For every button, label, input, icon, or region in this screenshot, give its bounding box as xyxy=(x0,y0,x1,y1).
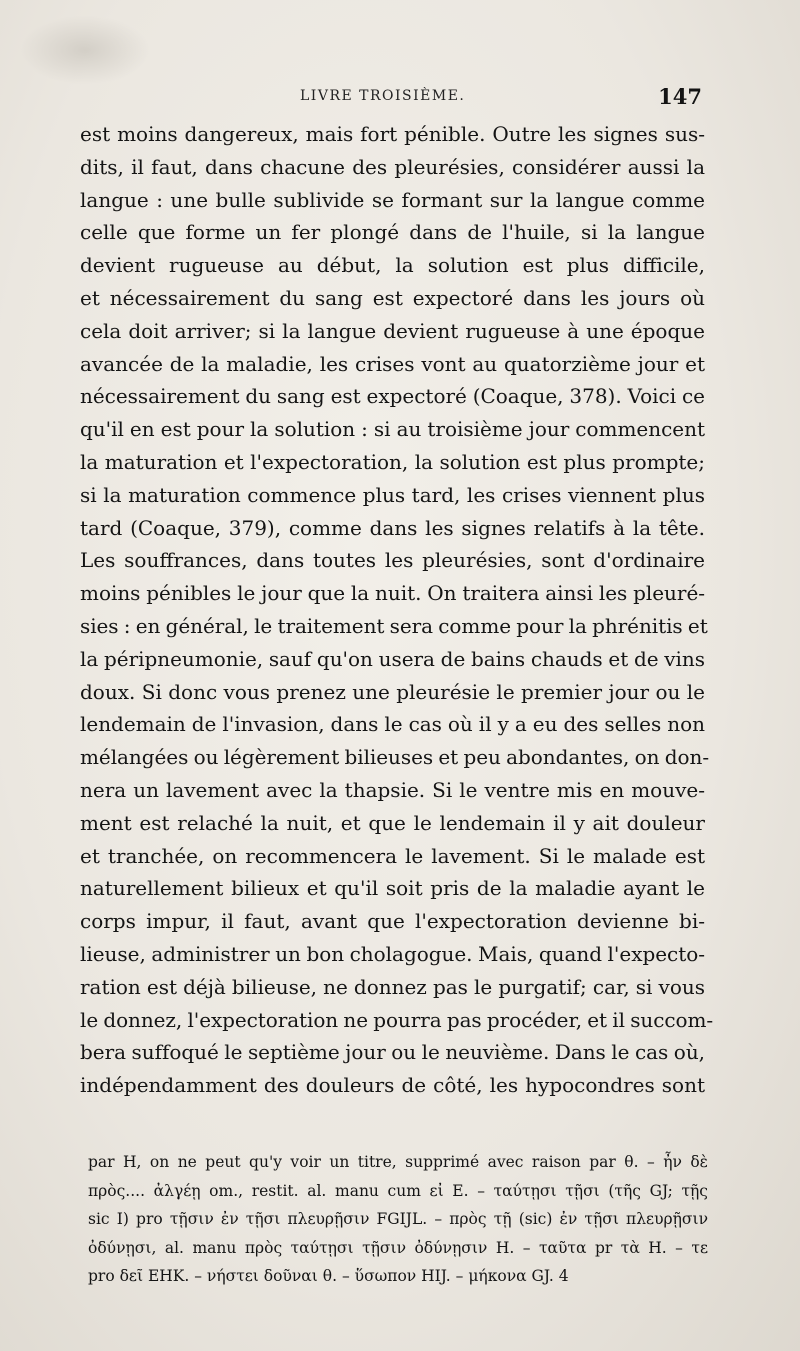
footnote-line: ὀδύνῃσι, al. manu πρὸς ταύτῃσι τῇσιν ὀδύνῃσιν H. – ταῦτα pr τὰ H. – τε xyxy=(88,1238,708,1257)
text-line: mélangées ou légèrement bilieuses et peu abondantes, on don- xyxy=(80,745,710,770)
page-number: 147 xyxy=(658,84,702,109)
main-text xyxy=(80,118,714,1102)
text-line: devient rugueuse au début, la solution est plus difficile, xyxy=(80,253,705,278)
footnote-line: par H, on ne peut qu'y voir un titre, supprimé avec raison par θ. – ἦν δὲ xyxy=(88,1153,708,1171)
running-title: LIVRE TROISIÈME. xyxy=(300,88,466,104)
text-line: est moins dangereux, mais fort pénible. Outre les signes sus- xyxy=(80,122,705,146)
text-line: celle que forme un fer plongé dans de l'huile, si la langue xyxy=(80,220,705,245)
text-line: ration est déjà bilieuse, ne donnez pas le purgatif; car, si vous xyxy=(80,974,705,999)
text-line: lendemain de l'invasion, dans le cas où il y a eu des selles non xyxy=(80,712,705,737)
footnote-apparatus xyxy=(88,1148,708,1291)
text-line: avancée de la maladie, les crises vont au quatorzième jour et xyxy=(80,351,705,376)
text-line: langue : une bulle sublivide se formant sur la langue comme xyxy=(80,187,705,212)
text-line: nera un lavement avec la thapsie. Si le ventre mis en mouve- xyxy=(80,777,705,802)
text-line: sies : en général, le traitement sera comme pour la phrénitis et xyxy=(80,613,708,638)
text-line: si la maturation commence plus tard, les crises viennent plus xyxy=(80,482,705,507)
text-line: nécessairement du sang est expectoré (Coaque, 378). Voici ce xyxy=(80,384,705,409)
text-line: qu'il en est pour la solution : si au troisième jour commencent xyxy=(80,417,705,442)
text-line: moins pénibles le jour que la nuit. On traitera ainsi les pleuré- xyxy=(80,581,705,606)
footnote-line: πρὸς.... ἀλγέῃ om., restit. al. manu cum εἰ E. – ταύτῃσι τῇσι (τῆς GJ; τῇς xyxy=(88,1181,708,1200)
text-line: le donnez, l'expectoration ne pourra pas procéder, et il succom- xyxy=(80,1007,714,1032)
text-line: cela doit arriver; si la langue devient rugueuse à une époque xyxy=(80,318,705,343)
text-line: et nécessairement du sang est expectoré dans les jours où xyxy=(80,285,705,310)
text-line: Les souffrances, dans toutes les pleurésies, sont d'ordinaire xyxy=(80,548,705,573)
footnote-line: pro δεῖ EHK. – νήστει δοῦναι θ. – ὕσωπον HIJ. – μήκονα GJ. 4 xyxy=(88,1267,569,1285)
text-line: dits, il faut, dans chacune des pleurésies, considérer aussi la xyxy=(80,154,705,179)
text-line: naturellement bilieux et qu'il soit pris de la maladie ayant le xyxy=(80,876,705,901)
text-line: la péripneumonie, sauf qu'on usera de bains chauds et de vins xyxy=(80,646,705,671)
text-line: indépendamment des douleurs de côté, les hypocondres sont xyxy=(80,1073,705,1098)
page-stain xyxy=(20,15,150,85)
text-line: la maturation et l'expectoration, la solution est plus prompte; xyxy=(80,449,705,474)
text-line: ment est relaché la nuit, et que le lendemain il y ait douleur xyxy=(80,810,705,835)
text-line: tard (Coaque, 379), comme dans les signes relatifs à la tête. xyxy=(80,515,705,540)
text-line: corps impur, il faut, avant que l'expectoration devienne bi- xyxy=(80,909,705,934)
text-line: bera suffoqué le septième jour ou le neuvième. Dans le cas où, xyxy=(80,1040,705,1065)
footnote-line: sic I) pro τῇσιν ἐν τῇσι πλευρῇσιν FGIJL. – πρὸς τῇ (sic) ἐν τῇσι πλευρῇσιν xyxy=(88,1210,708,1228)
text-line: et tranchée, on recommencera le lavement. Si le malade est xyxy=(80,843,705,868)
text-line: doux. Si donc vous prenez une pleurésie le premier jour ou le xyxy=(80,679,705,704)
text-line: lieuse, administrer un bon cholagogue. Mais, quand l'expecto- xyxy=(80,941,705,966)
